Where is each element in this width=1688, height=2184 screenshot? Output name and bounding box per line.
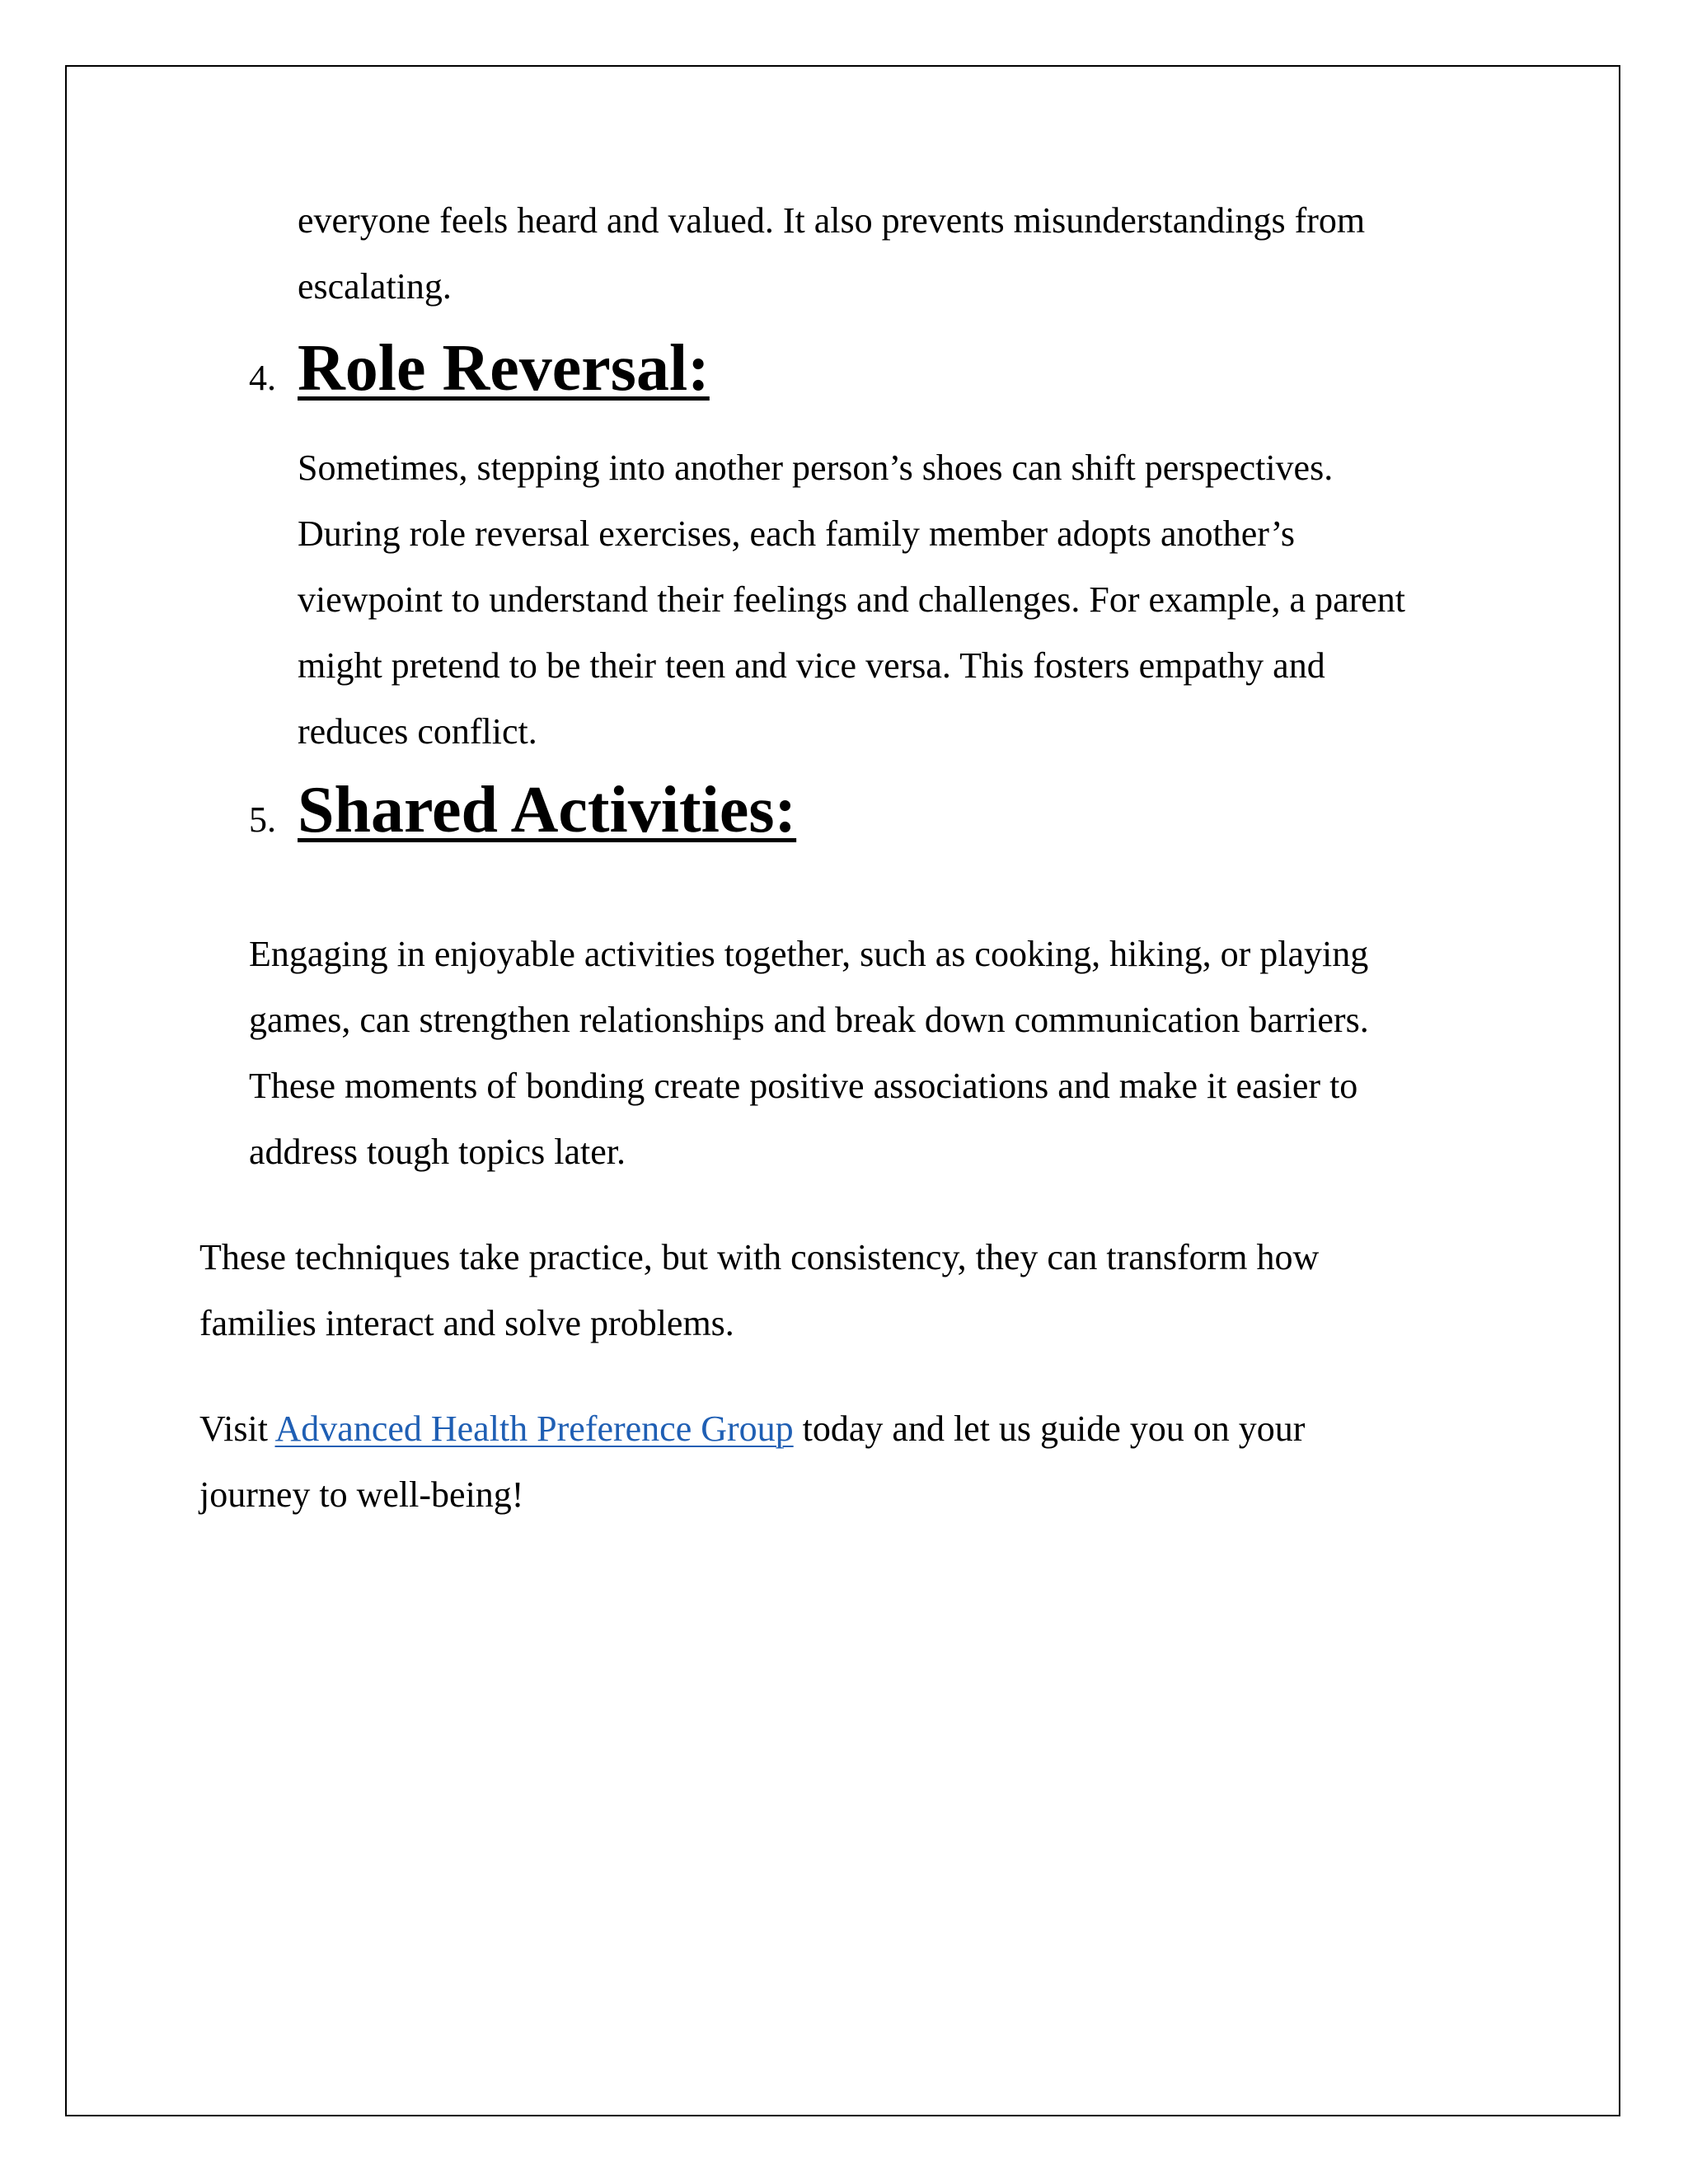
cta-line-1	[199, 1396, 1305, 1462]
role-reversal-line-1: Sometimes, stepping into another person’s shoes can shift perspectives.	[298, 448, 1334, 488]
shared-activities-line-3: These moments of bonding create positive associations and make it easier to	[249, 1066, 1358, 1106]
role-reversal-line-5: reduces conflict.	[298, 711, 537, 752]
list-number: 4.	[249, 358, 276, 398]
role-reversal-line-2: During role reversal exercises, each family member adopts another’s	[298, 513, 1295, 554]
shared-activities-line-4: address tough topics later.	[249, 1132, 626, 1172]
list-number: 5.	[249, 799, 276, 840]
section-heading-shared-activities	[249, 773, 796, 848]
cta-line-2: journey to well-being!	[199, 1474, 524, 1515]
role-reversal-line-4: might pretend to be their teen and vice versa. This fosters empathy and	[298, 645, 1325, 686]
role-reversal-line-3: viewpoint to understand their feelings and challenges. For example, a parent	[298, 579, 1406, 620]
section-title: Shared Activities:	[298, 774, 797, 846]
cta-suffix: today and let us guide you on your	[793, 1408, 1306, 1449]
shared-activities-line-2: games, can strengthen relationships and break down communication barriers.	[249, 1000, 1369, 1040]
section-title: Role Reversal:	[298, 332, 710, 405]
cta-prefix: Visit	[199, 1408, 275, 1449]
advanced-health-link[interactable]: Advanced Health Preference Group	[274, 1408, 794, 1449]
continuation-line-2: escalating.	[298, 266, 452, 307]
shared-activities-line-1: Engaging in enjoyable activities together, such as cooking, hiking, or playing	[249, 934, 1369, 974]
continuation-line-1: everyone feels heard and valued. It also prevents misunderstandings from	[298, 200, 1366, 241]
section-heading-role-reversal	[249, 331, 710, 406]
closing-line-2: families interact and solve problems.	[199, 1303, 734, 1343]
closing-line-1: These techniques take practice, but with consistency, they can transform how	[199, 1237, 1320, 1277]
